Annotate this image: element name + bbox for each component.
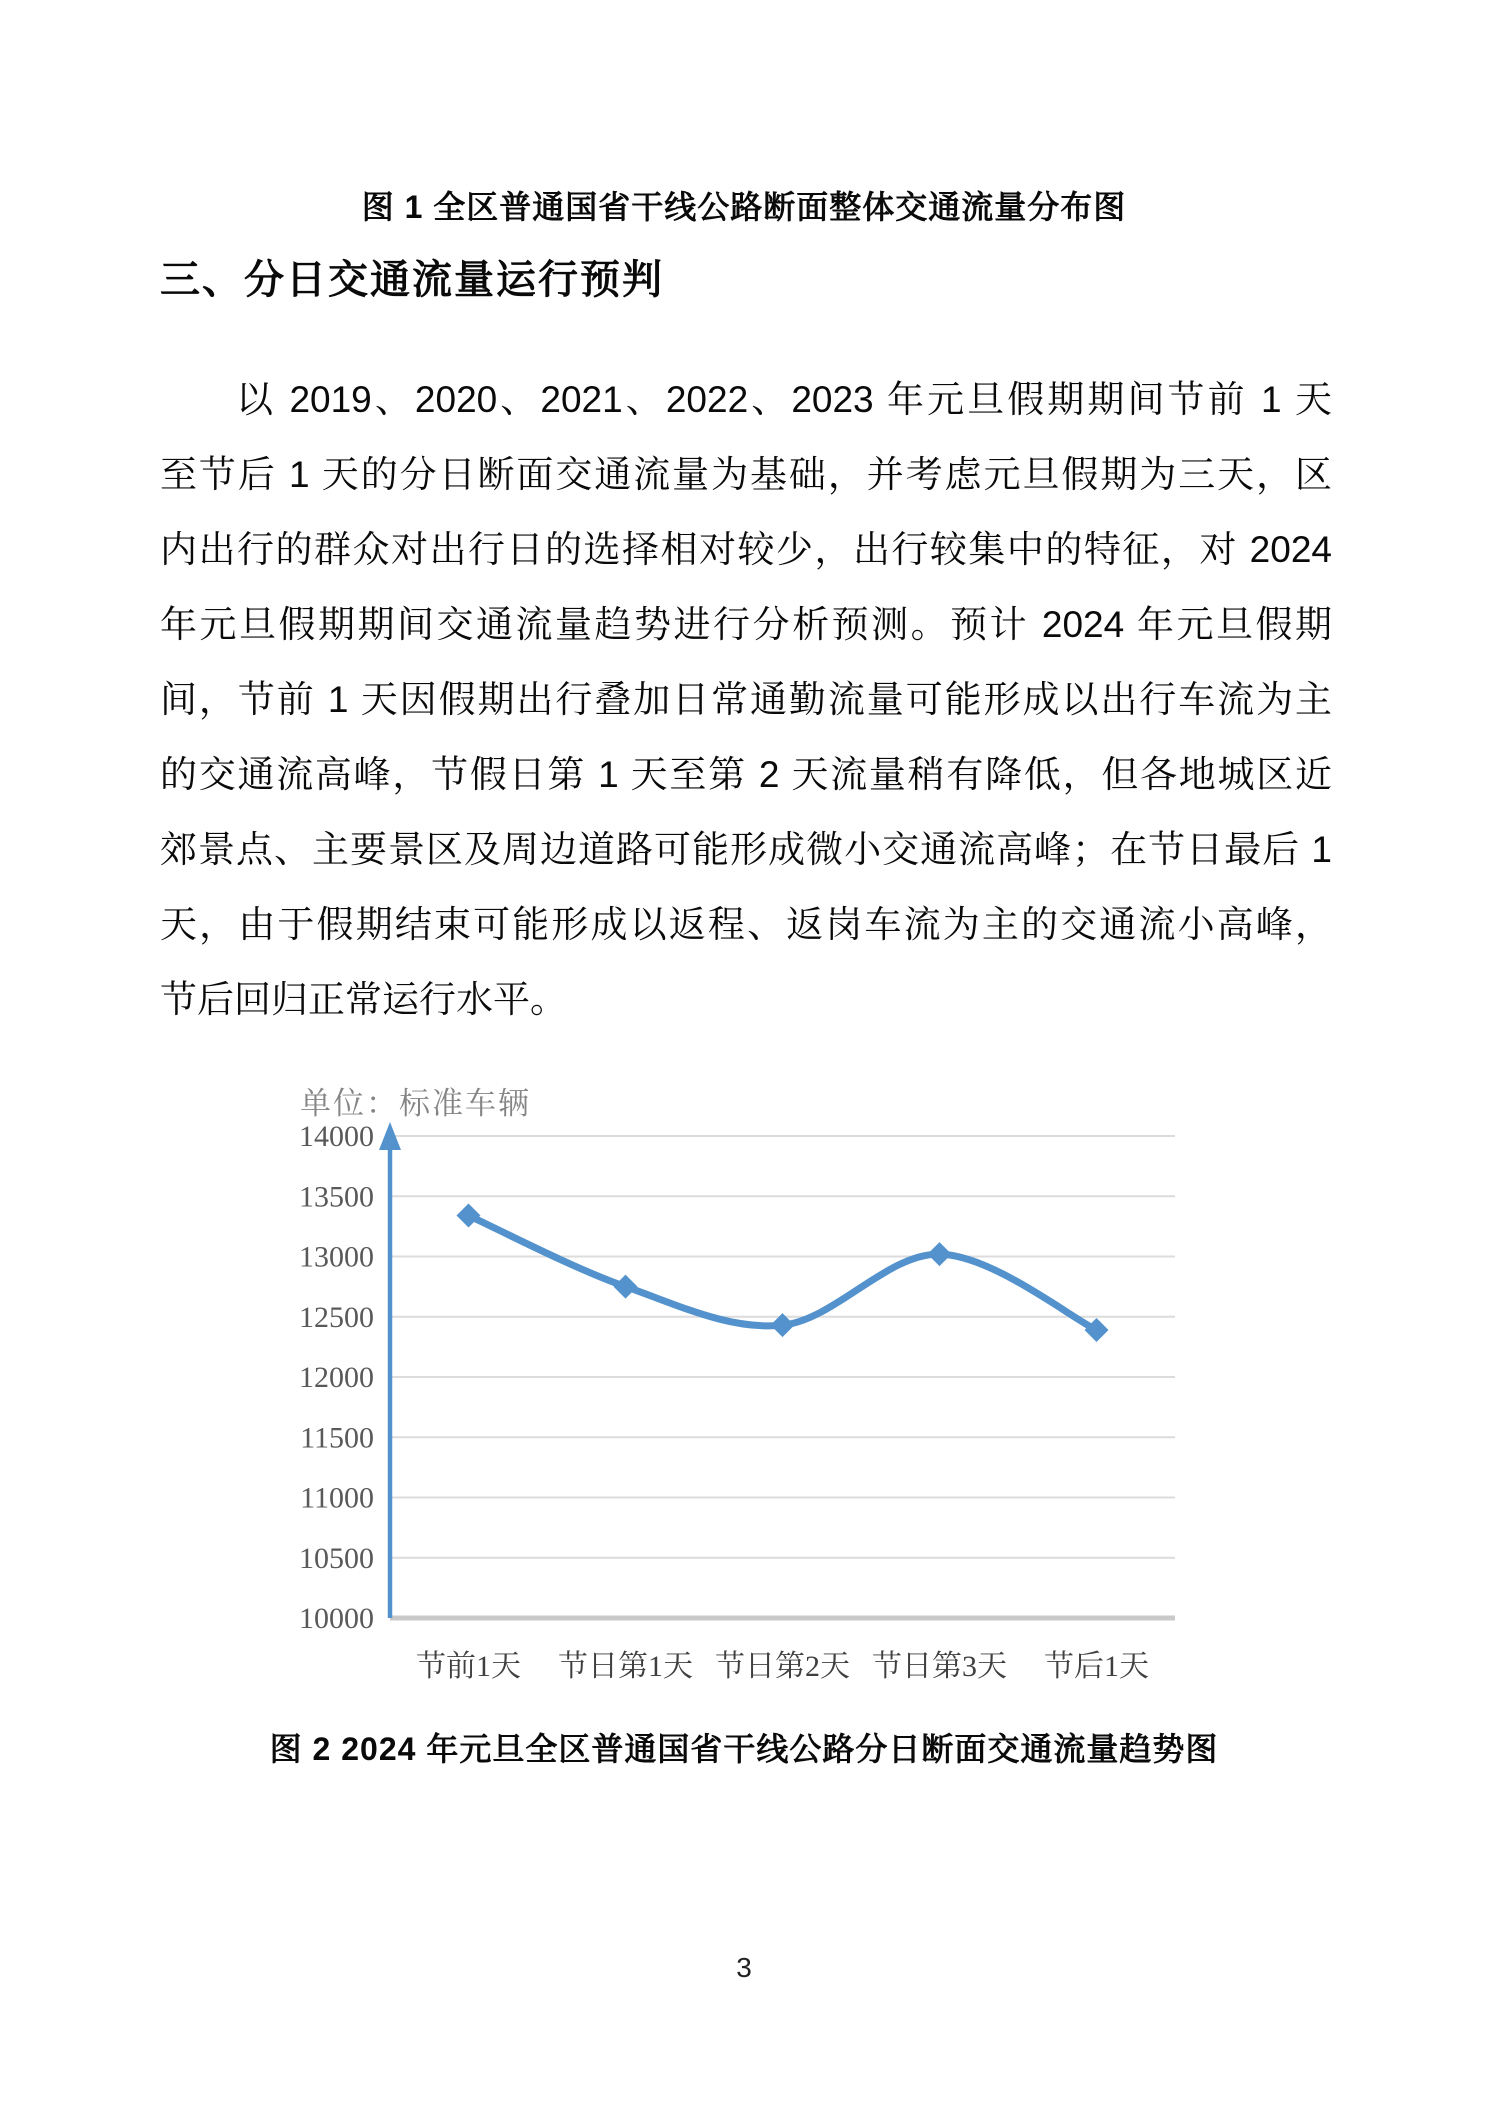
traffic-trend-chart: [0, 1040, 1488, 1720]
x-tick-label: 节后1天: [1044, 1650, 1149, 1683]
paragraph-line: 节后回归正常运行水平。: [160, 979, 567, 1020]
y-tick-label: 14000: [299, 1120, 374, 1153]
data-point-marker: [457, 1204, 481, 1228]
page-number: 3: [736, 1952, 752, 1983]
paragraph-line: 的交通流高峰，节假日第 1 天至第 2 天流量稍有降低，但各地城区近: [160, 754, 1332, 795]
x-tick-label: 节日第1天: [558, 1650, 693, 1683]
y-tick-label: 10000: [299, 1602, 374, 1635]
line-chart-svg: [230, 1058, 1230, 1718]
paragraph-line: 年元旦假期期间交通流量趋势进行分析预测。预计 2024 年元旦假期: [160, 604, 1332, 645]
y-tick-label: 12500: [299, 1300, 374, 1334]
x-tick-label: 节日第3天: [872, 1650, 1007, 1683]
data-point-marker: [928, 1242, 952, 1266]
x-tick-label: 节前1天: [416, 1650, 521, 1683]
y-tick-label: 10500: [299, 1541, 374, 1575]
y-tick-label: 13000: [299, 1240, 374, 1274]
figure1-caption: 图 1 全区普通国省干线公路断面整体交通流量分布图: [361, 189, 1127, 225]
section-heading: 三、分日交通流量运行预判: [160, 258, 664, 302]
trend-line: [469, 1216, 1097, 1330]
body-paragraph: [160, 362, 1332, 1037]
paragraph-line: 至节后 1 天的分日断面交通流量为基础，并考虑元旦假期为三天，区: [160, 454, 1332, 495]
y-tick-label: 11500: [300, 1421, 374, 1455]
figure2-caption: 图 2 2024 年元旦全区普通国省干线公路分日断面交通流量趋势图: [269, 1731, 1219, 1767]
y-tick-label: 11000: [300, 1481, 374, 1515]
y-tick-label: 12000: [299, 1361, 374, 1394]
paragraph-line: 天，由于假期结束可能形成以返程、返岗车流为主的交通流小高峰，: [160, 904, 1332, 945]
paragraph-line: 以 2019、2020、2021、2022、2023 年元旦假期期间节前 1 天: [236, 379, 1332, 420]
x-tick-label: 节日第2天: [715, 1650, 850, 1683]
paragraph-line: 郊景点、主要景区及周边道路可能形成微小交通流高峰；在节日最后 1: [160, 829, 1332, 870]
y-tick-label: 13500: [299, 1180, 374, 1214]
paragraph-line: 内出行的群众对出行日的选择相对较少，出行较集中的特征，对 2024: [160, 529, 1332, 570]
data-point-marker: [614, 1275, 638, 1299]
chart-unit-label: 单位：标准车辆: [300, 1086, 531, 1121]
paragraph-line: 间，节前 1 天因假期出行叠加日常通勤流量可能形成以出行车流为主: [160, 679, 1332, 720]
